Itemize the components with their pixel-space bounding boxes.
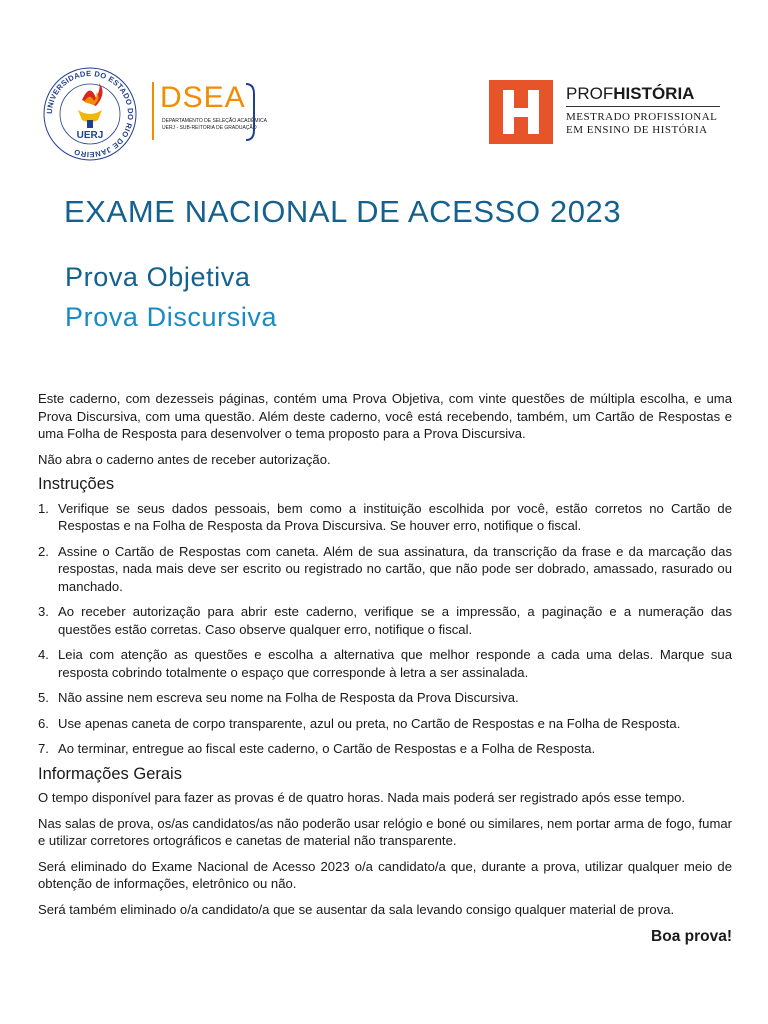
- instruction-number: 3.: [38, 604, 49, 619]
- dsea-divider: [152, 82, 154, 140]
- general-info-paragraph: O tempo disponível para fazer as provas é de quatro horas. Nada mais poderá ser registrado após esse tempo.: [38, 790, 686, 805]
- profhistoria-name-regular: PROF: [566, 84, 614, 103]
- closing-message: Boa prova!: [651, 928, 732, 945]
- instruction-text: Use apenas caneta de corpo transparente, azul ou preta, no Cartão de Respostas e na Folha de Resposta.: [58, 715, 681, 731]
- instruction-item: [38, 740, 732, 758]
- profhistoria-subtitle-1: MESTRADO PROFISSIONAL: [566, 111, 718, 123]
- instruction-number: 5.: [38, 690, 49, 705]
- instruction-text: Ao terminar, entregue ao fiscal este caderno, o Cartão de Respostas e a Folha de Resposta.: [58, 741, 596, 756]
- instruction-number: 2.: [38, 543, 49, 559]
- page-title: EXAME NACIONAL DE ACESSO 2023: [64, 194, 622, 229]
- dsea-subtitle-1: DEPARTAMENTO DE SELEÇÃO ACADÊMICA: [162, 118, 267, 124]
- instruction-text: Assine o Cartão de Respostas com caneta. Além de sua assinatura, da transcrição da frase e da marcação das respostas, nada mais deve ser escrito ou registrado no cartão, que não pode ser dobrado, amassado, rasurado ou manchado.: [58, 543, 732, 594]
- general-info-paragraph: Será eliminado do Exame Nacional de Acesso 2023 o/a candidato/a que, durante a prova, utilizar qualquer meio de obtenção de informações, eletrônico ou não.: [38, 858, 732, 891]
- instruction-item: [38, 500, 732, 535]
- profhistoria-name: [566, 84, 694, 104]
- uerj-torch-seal-icon: [42, 66, 138, 162]
- instruction-text: Ao receber autorização para abrir este caderno, verifique se a impressão, a paginação e a numeração das questões estão corretas. Caso observe qualquer erro, notifique o fiscal.: [58, 604, 732, 637]
- dsea-subtitle-2: UERJ - SUB-REITORIA DE GRADUAÇÃO: [162, 125, 257, 131]
- intro-paragraph-2: Não abra o caderno antes de receber autorização.: [38, 451, 331, 467]
- instruction-text: Leia com atenção as questões e escolha a alternativa que melhor responde a cada uma delas. Marque sua resposta cobrindo totalmente o espaço que corresponde à letra a ser assinalada.: [58, 647, 732, 680]
- intro-paragraph-1: Este caderno, com dezesseis páginas, contém uma Prova Objetiva, com vinte questões de múltipla escolha, e uma Prova Discursiva, com uma questão. Além deste caderno, você está recebendo, também, um Cartão de Respostas e uma Folha de Resposta para desenvolver o tema proposto para a Prova Discursiva.: [38, 391, 732, 441]
- dsea-bracket-icon: [244, 82, 256, 142]
- instructions-list: [38, 500, 732, 758]
- general-info-paragraph: Será também eliminado o/a candidato/a que se ausentar da sala levando consigo qualquer material de prova.: [38, 901, 675, 917]
- letter-h-logo-icon: [489, 80, 553, 144]
- instructions-heading: Instruções: [38, 475, 115, 493]
- instruction-item: [38, 603, 732, 638]
- general-info-heading: Informações Gerais: [38, 764, 182, 783]
- instruction-number: 1.: [38, 500, 49, 516]
- profhistoria-divider: [566, 106, 720, 107]
- instruction-item: [38, 689, 732, 707]
- general-info-paragraph: Nas salas de prova, os/as candidatos/as não poderão usar relógio e boné ou similares, nem portar arma de fogo, fumar e utilizar corretores ortográficos e canetas de material não transparente.: [38, 815, 732, 848]
- instruction-text: Verifique se seus dados pessoais, bem como a instituição escolhida por você, estão corretos no Cartão de Respostas e na Folha de Resposta da Prova Discursiva. Se houver erro, notifique o fiscal.: [58, 500, 732, 533]
- document-body: [38, 390, 732, 946]
- dsea-title: DSEA: [160, 81, 246, 114]
- profhistoria-name-bold: HISTÓRIA: [613, 84, 695, 103]
- profhistoria-subtitle-2: EM ENSINO DE HISTÓRIA: [566, 124, 708, 136]
- subtitle-prova-objetiva: Prova Objetiva: [65, 262, 251, 292]
- page-header: [0, 0, 768, 170]
- instruction-item: [38, 543, 732, 596]
- uerj-ring-text: UNIVERSIDADE DO ESTADO DO RIO DE JANEIRO: [44, 68, 136, 160]
- instruction-number: 7.: [38, 741, 49, 756]
- instruction-item: [38, 646, 732, 681]
- subtitle-prova-discursiva: Prova Discursiva: [65, 302, 278, 332]
- instruction-text: Não assine nem escreva seu nome na Folha de Resposta da Prova Discursiva.: [58, 690, 519, 705]
- instruction-number: 6.: [38, 715, 49, 731]
- instruction-number: 4.: [38, 647, 49, 662]
- instruction-item: [38, 715, 732, 733]
- uerj-acronym: UERJ: [76, 130, 104, 141]
